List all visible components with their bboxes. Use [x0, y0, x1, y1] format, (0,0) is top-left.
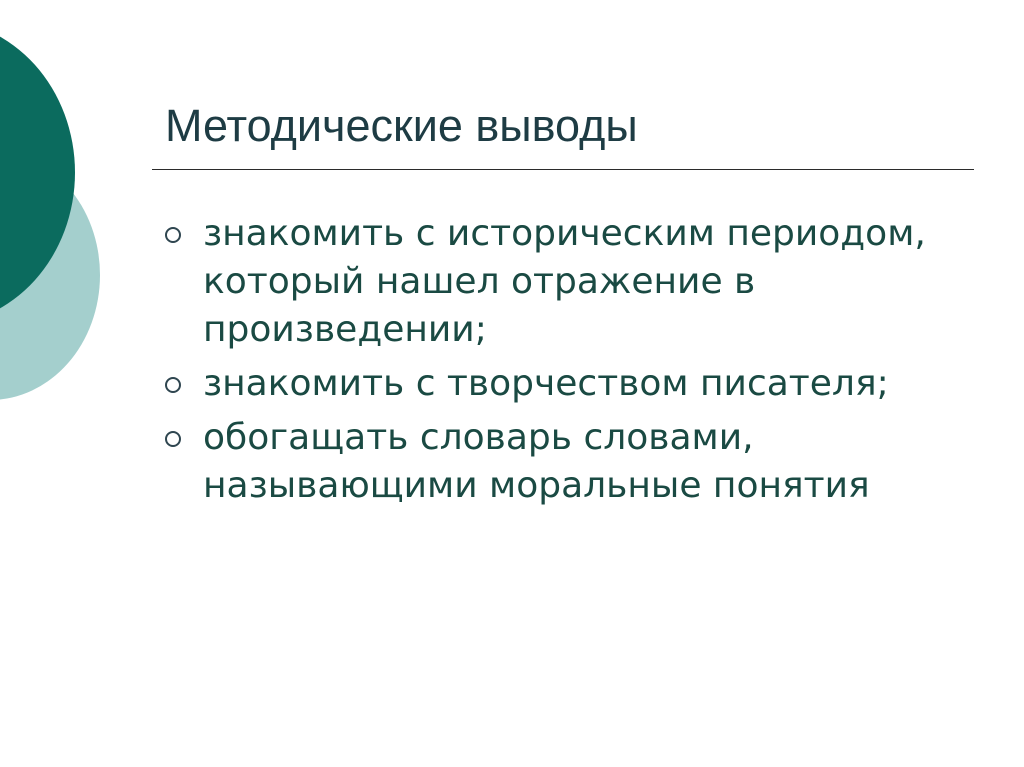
- bullet-text: знакомить с творчеством писателя;: [203, 363, 889, 404]
- bullet-text: обогащать словарь словами, называющими моральные понятия: [203, 417, 870, 506]
- bullet-item: [163, 210, 993, 354]
- slide-title: Методические выводы: [165, 100, 638, 151]
- hollow-circle-icon: [165, 431, 181, 447]
- bullet-item: [163, 414, 993, 510]
- bullet-list: [163, 210, 993, 516]
- bullet-item: [163, 360, 993, 408]
- title-divider: [152, 169, 974, 170]
- hollow-circle-icon: [165, 227, 181, 243]
- hollow-circle-icon: [165, 377, 181, 393]
- bullet-text: знакомить с историческим периодом, который нашел отражение в произведении;: [203, 213, 926, 350]
